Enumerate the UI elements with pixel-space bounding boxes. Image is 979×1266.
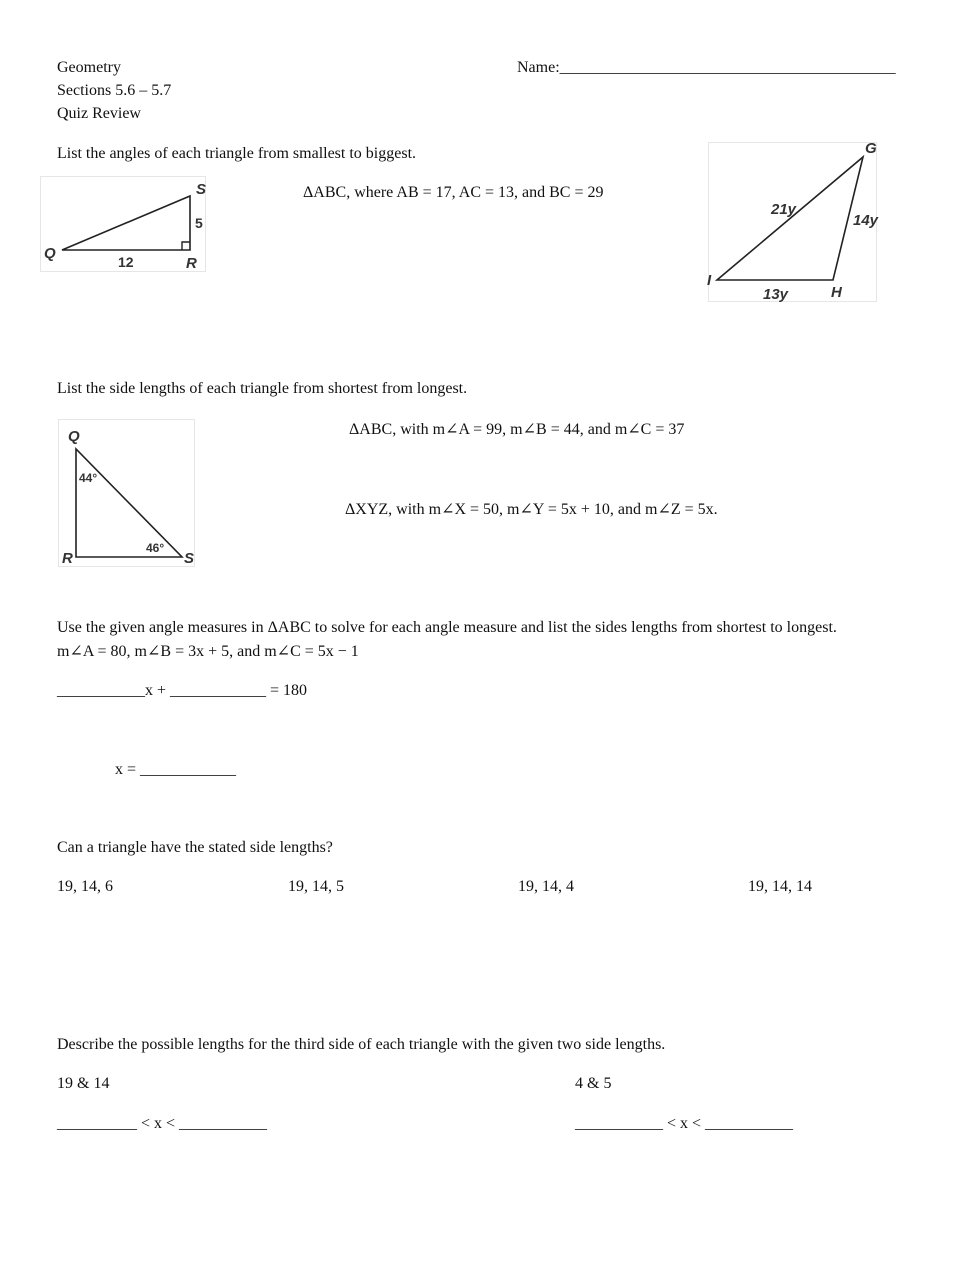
q4-option-4: 19, 14, 14 [748, 878, 812, 895]
vertex-q: Q [68, 428, 80, 445]
side-sr-length: 5 [195, 215, 203, 231]
triangle-ghi [703, 137, 879, 305]
q3-equation: ___________x + ____________ = 180 [57, 682, 308, 699]
q2-text-xyz: ΔXYZ, with m∠X = 50, m∠Y = 5x + 10, and m∠Z = 5x. [345, 501, 718, 518]
angle-s-measure: 46° [146, 541, 165, 555]
sections-label: Sections 5.6 – 5.7 [57, 82, 172, 99]
vertex-s: S [184, 550, 195, 567]
q1-triangle-abc-text [303, 183, 603, 203]
q4-option-2: 19, 14, 5 [288, 878, 344, 895]
triangle-qrs-angles [58, 419, 196, 569]
q5-range-2: ___________ < x < ___________ [575, 1115, 794, 1132]
side-ih-length: 13y [763, 286, 789, 303]
triangle-qrs-right [40, 176, 210, 274]
q4-option-1: 19, 14, 6 [57, 878, 113, 895]
q4-instruction: Can a triangle have the stated side lengths? [57, 839, 333, 856]
side-qr-length: 12 [118, 254, 134, 270]
q3-solve-x: x = ____________ [115, 761, 237, 778]
q5-instruction: Describe the possible lengths for the third side of each triangle with the given two side lengths. [57, 1036, 666, 1053]
quiz-title: Quiz Review [57, 105, 141, 122]
vertex-q: Q [44, 245, 56, 262]
q3-given-angles: m∠A = 80, m∠B = 3x + 5, and m∠C = 5x − 1 [57, 643, 359, 660]
q2-text-abc: ΔABC, with m∠A = 99, m∠B = 44, and m∠C = 37 [349, 421, 685, 438]
q3-instruction: Use the given angle measures in ΔABC to solve for each angle measure and list the sides lengths from shortest to longest. [57, 619, 837, 636]
q5-range-1: __________ < x < ___________ [57, 1115, 268, 1132]
vertex-s: S [196, 181, 207, 198]
q1-instruction: List the angles of each triangle from smallest to biggest. [57, 145, 417, 162]
q4-option-3: 19, 14, 4 [518, 878, 574, 895]
angle-q-measure: 44° [79, 471, 98, 485]
q5-pair-2: 4 & 5 [575, 1075, 612, 1092]
vertex-r: R [186, 255, 197, 272]
vertex-i: I [707, 272, 712, 289]
right-angle-mark [182, 242, 190, 250]
triangle-shape [62, 196, 190, 250]
triangle-shape [717, 157, 863, 280]
vertex-h: H [831, 284, 842, 301]
q1-text-content: ΔABC, where AB = 17, AC = 13, and BC = 29 [303, 184, 604, 201]
side-gh-length: 14y [853, 212, 879, 229]
q2-instruction: List the side lengths of each triangle from shortest from longest. [57, 380, 468, 397]
triangle-shape [76, 449, 182, 557]
name-line: Name:__________________________________________ [517, 59, 896, 76]
vertex-r: R [62, 550, 73, 567]
side-gi-length: 21y [771, 201, 797, 218]
q5-pair-1: 19 & 14 [57, 1075, 110, 1092]
course-title: Geometry [57, 59, 121, 76]
vertex-g: G [865, 140, 877, 157]
